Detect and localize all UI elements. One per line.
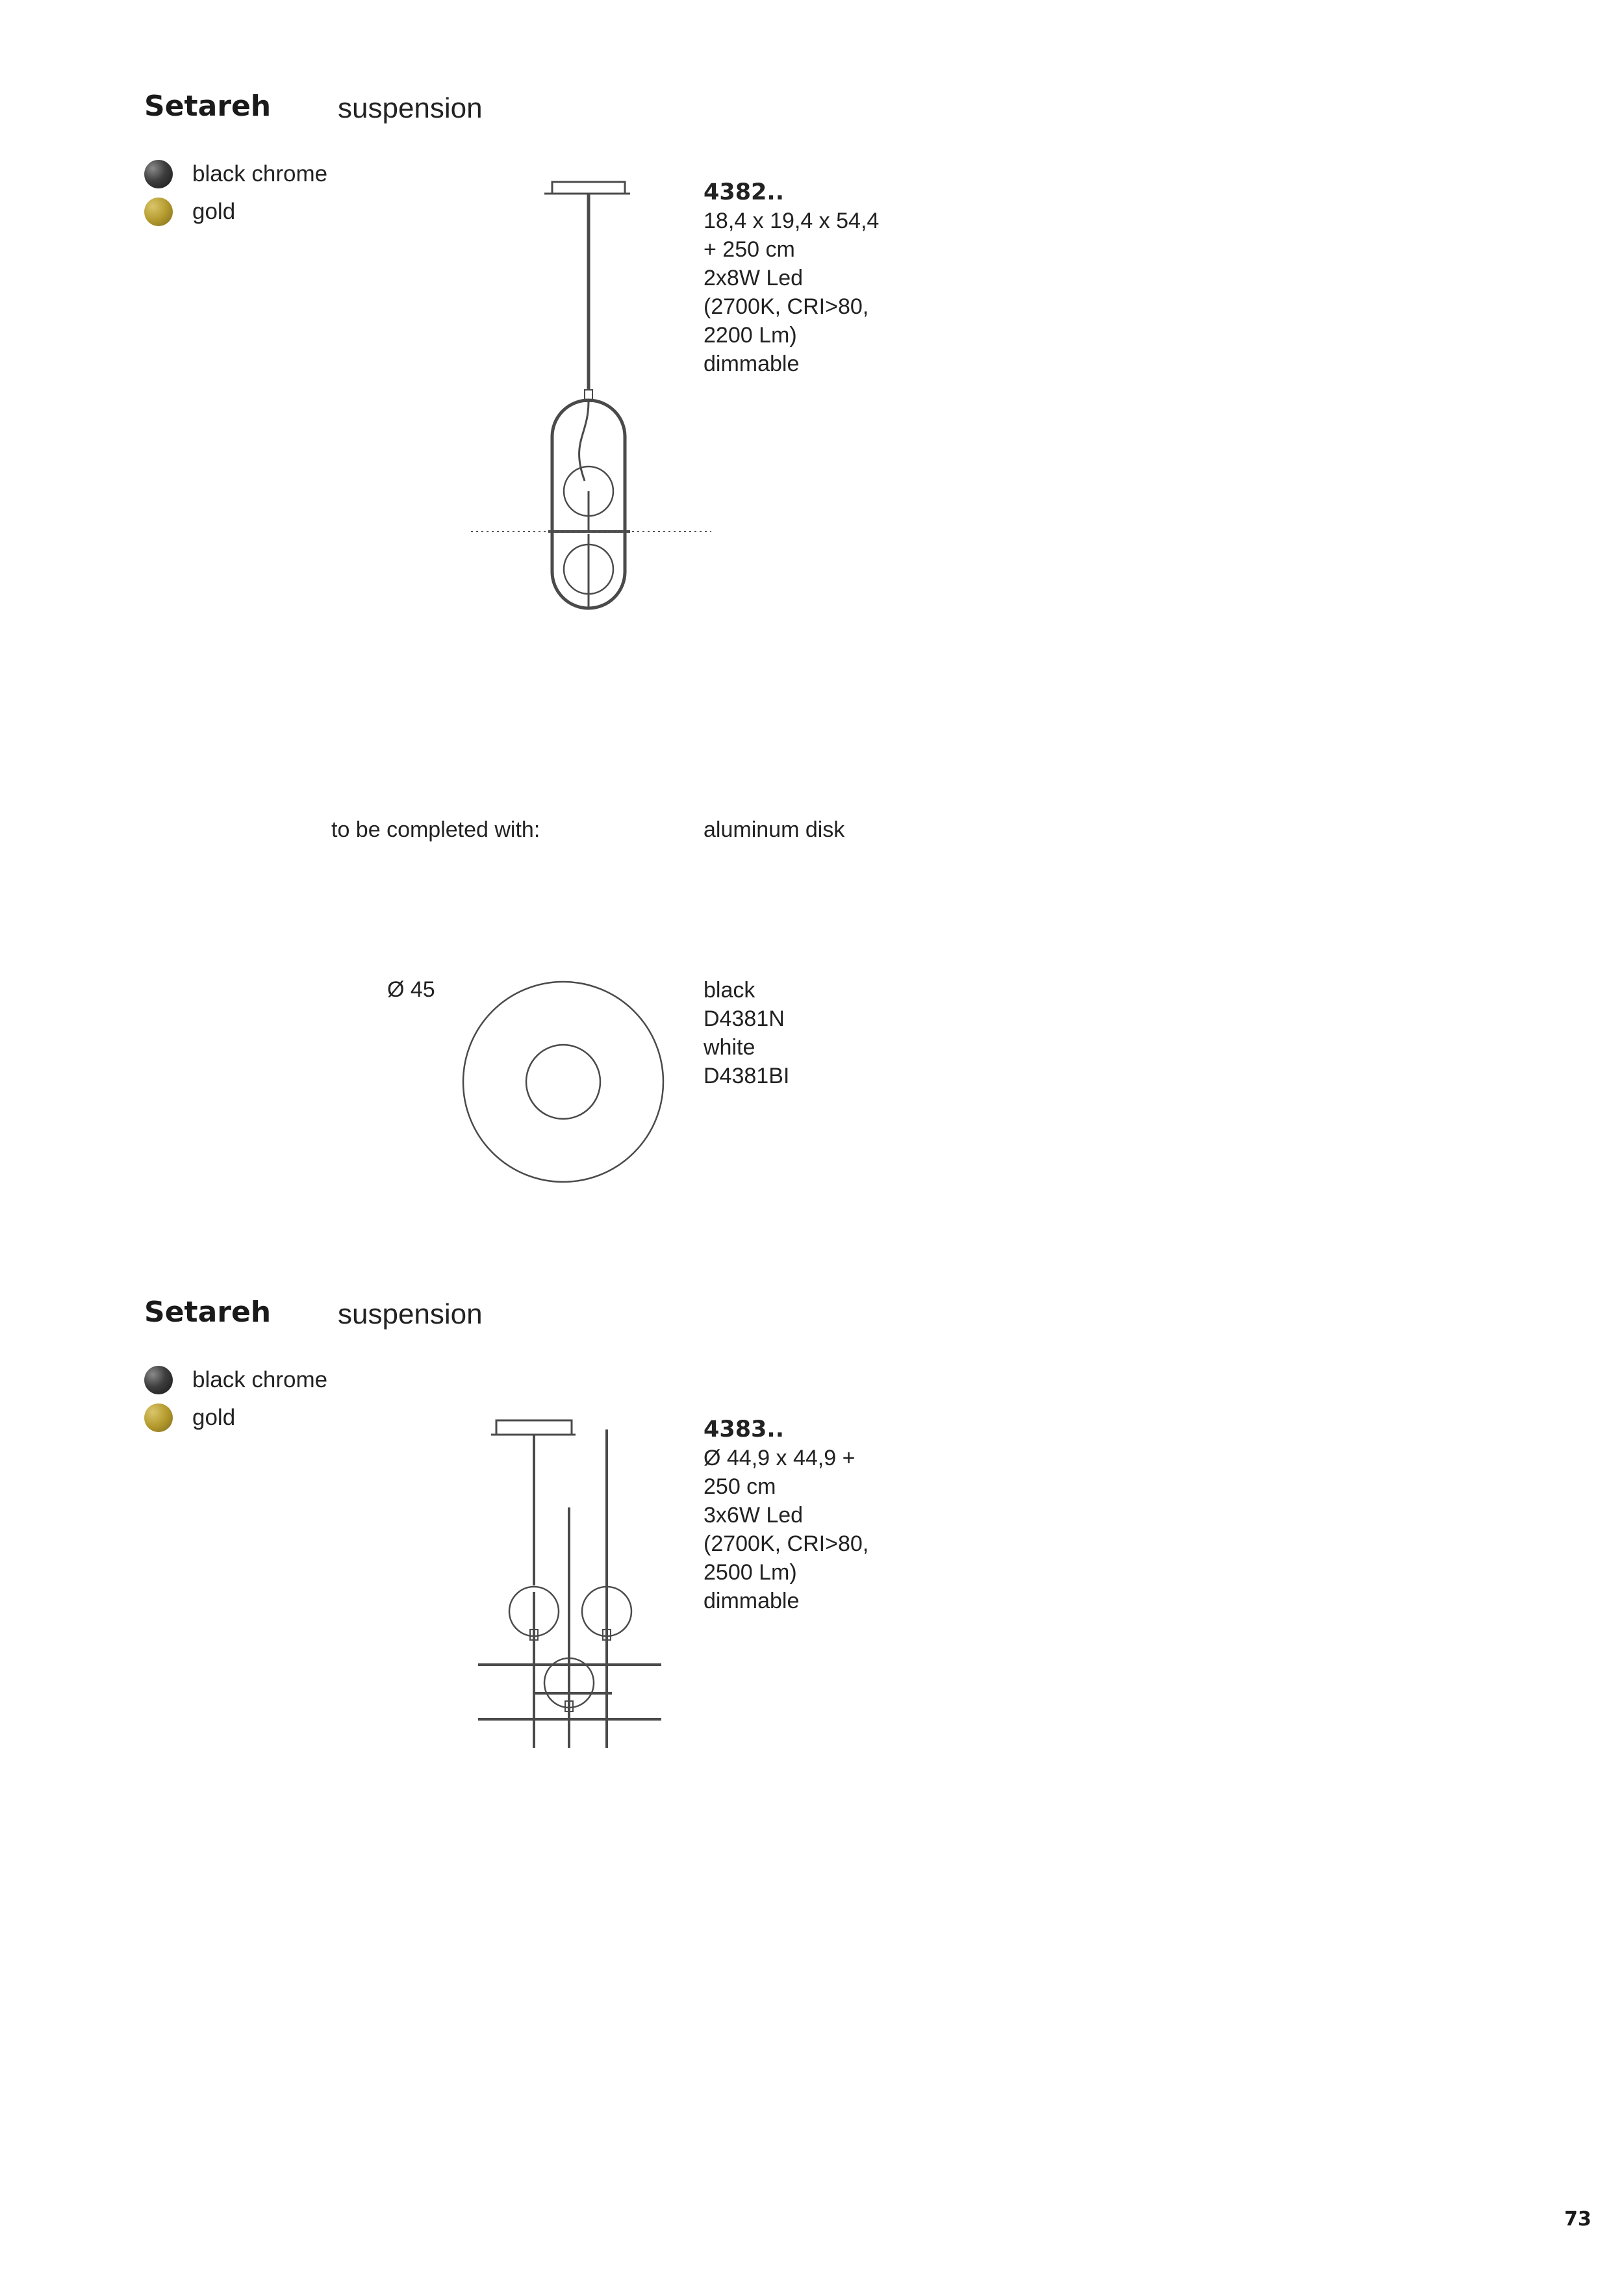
pendant-4382-drawing-icon: [455, 175, 728, 617]
product-1-spec: [704, 178, 879, 378]
pendant-4383-drawing-icon: [468, 1410, 676, 1774]
variant-line: D4381N: [704, 1006, 785, 1031]
product-code: 4382..: [704, 179, 785, 205]
spec-line: dimmable: [704, 1589, 800, 1613]
accessory-name: aluminum disk: [704, 817, 845, 842]
finish-label: black chrome: [192, 1367, 328, 1392]
spec-line: 2200 Lm): [704, 323, 797, 348]
aluminum-disk-drawing-icon: [461, 980, 669, 1188]
accessory-variants: [704, 976, 789, 1090]
spec-line: 3x6W Led: [704, 1503, 804, 1528]
product-2-finish-gold: [144, 1403, 235, 1432]
black-chrome-swatch-icon: [144, 160, 173, 188]
spec-line: Ø 44,9 x 44,9 +: [704, 1446, 856, 1470]
spec-line: dimmable: [704, 352, 800, 376]
product-1-name: Setareh: [144, 90, 272, 123]
product-2-type: suspension: [338, 1298, 483, 1330]
product-1-type: suspension: [338, 92, 483, 124]
product-code: 4383..: [704, 1416, 785, 1442]
variant-line: D4381BI: [704, 1064, 790, 1088]
finish-label: gold: [192, 199, 236, 224]
disk-diameter-label: Ø 45: [387, 977, 435, 1002]
finish-label: black chrome: [192, 161, 328, 186]
black-chrome-swatch-icon: [144, 1366, 173, 1394]
finish-label: gold: [192, 1405, 236, 1430]
product-1-finish-black-chrome: [144, 160, 327, 188]
product-2-name: Setareh: [144, 1296, 272, 1329]
page-number: 73: [1564, 2208, 1592, 2231]
gold-swatch-icon: [144, 1403, 173, 1432]
spec-line: (2700K, CRI>80,: [704, 294, 869, 319]
product-2-finish-black-chrome: [144, 1366, 327, 1394]
spec-line: 2x8W Led: [704, 266, 804, 290]
accessory-intro: to be completed with:: [331, 817, 540, 842]
spec-line: 250 cm: [704, 1474, 776, 1499]
spec-line: + 250 cm: [704, 237, 795, 262]
spec-line: 2500 Lm): [704, 1560, 797, 1585]
product-2-spec: [704, 1415, 869, 1615]
variant-line: black: [704, 978, 755, 1003]
gold-swatch-icon: [144, 198, 173, 226]
spec-line: 18,4 x 19,4 x 54,4: [704, 209, 880, 233]
spec-line: (2700K, CRI>80,: [704, 1531, 869, 1556]
product-1-finish-gold: [144, 198, 235, 226]
variant-line: white: [704, 1035, 755, 1060]
